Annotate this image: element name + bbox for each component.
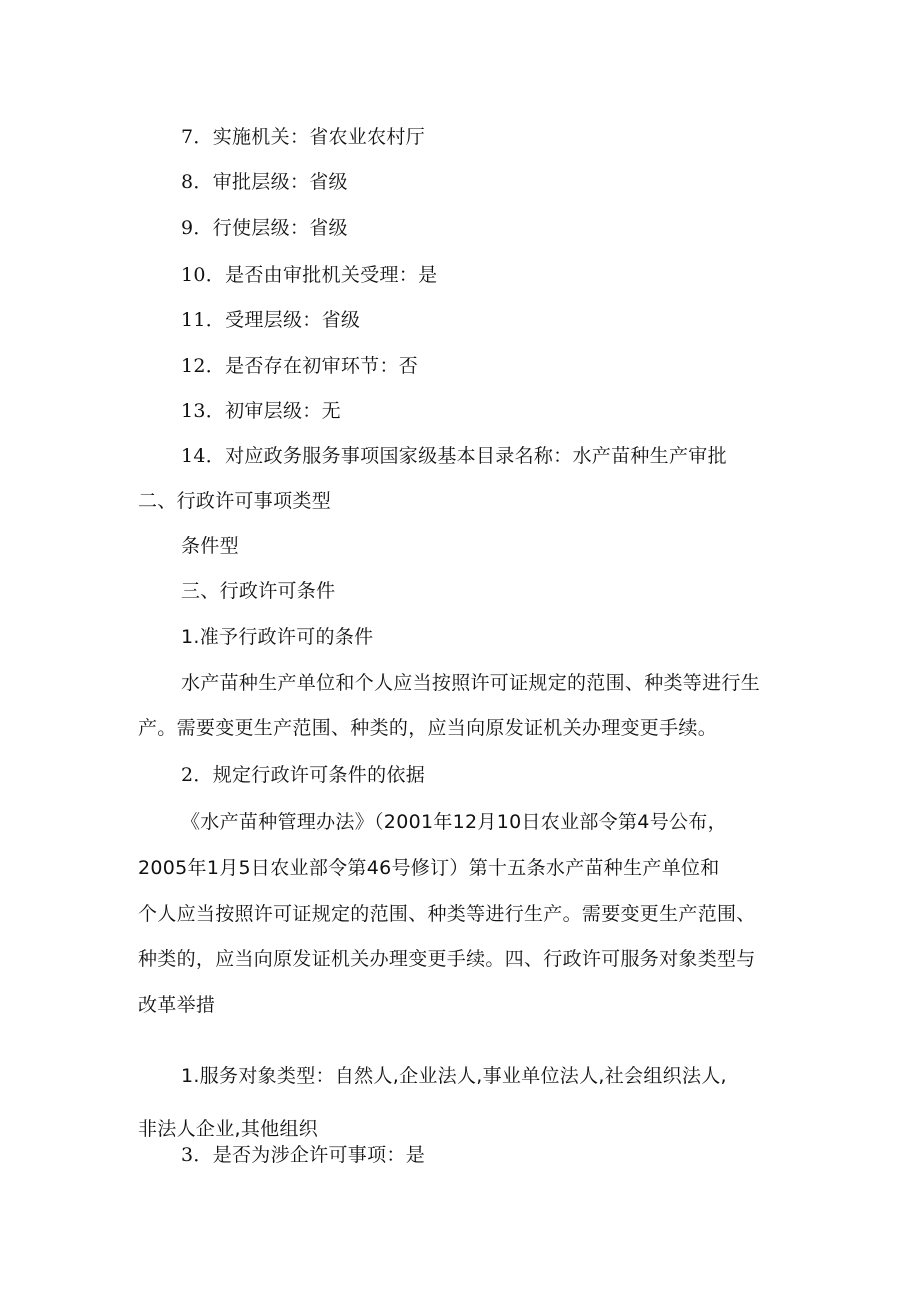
item-number: 9 bbox=[181, 217, 194, 239]
section3-sub2-line: 个人应当按照许可证规定的范围、种类等进行生产。需要变更生产范围、 bbox=[138, 903, 756, 925]
item-text: ．规定行政许可条件的依据 bbox=[193, 764, 425, 786]
item-number: 3 bbox=[181, 1144, 194, 1166]
item-text: ．对应政务服务事项国家级基本目录名称：水产苗种生产审批 bbox=[205, 445, 727, 467]
section3-heading: 三、行政许可条件 bbox=[181, 580, 336, 602]
item-text: ．行使层级：省级 bbox=[193, 217, 348, 239]
item-text: ．受理层级：省级 bbox=[205, 309, 361, 331]
item-text: ．审批层级：省级 bbox=[193, 171, 348, 193]
section3-sub1-heading: 1.准予行政许可的条件 bbox=[181, 626, 374, 648]
section3-sub2-line: 改革举措 bbox=[138, 994, 216, 1016]
item-national-catalog-name bbox=[181, 443, 727, 469]
item-text: ．实施机关：省农业农村厅 bbox=[193, 126, 425, 148]
item-preliminary-review bbox=[181, 353, 418, 379]
item-text: ．是否存在初审环节：否 bbox=[205, 355, 419, 377]
item-text: ．初审层级：无 bbox=[205, 400, 341, 422]
item-preliminary-level bbox=[181, 398, 341, 424]
service-object-types-line: 1.服务对象类型：自然人,企业法人,事业单位法人,社会组织法人, bbox=[181, 1065, 727, 1087]
section3-sub1-line: 水产苗种生产单位和个人应当按照许可证规定的范围、种类等进行生 bbox=[181, 672, 761, 694]
item-text: ．是否由审批机关受理：是 bbox=[205, 264, 438, 286]
item-number: 11 bbox=[181, 309, 206, 331]
item-number: 8 bbox=[181, 171, 194, 193]
item-implementing-agency bbox=[181, 124, 425, 150]
section2-heading: 二、行政许可事项类型 bbox=[138, 490, 332, 512]
section3-sub1-line: 产。需要变更生产范围、种类的，应当向原发证机关办理变更手续。 bbox=[138, 717, 718, 739]
item-exercise-level bbox=[181, 215, 348, 241]
item-number: 14 bbox=[181, 445, 206, 467]
item-number: 7 bbox=[181, 126, 194, 148]
section3-sub2-line: 种类的，应当向原发证机关办理变更手续。四、行政许可服务对象类型与 bbox=[138, 948, 756, 970]
section2-value: 条件型 bbox=[181, 535, 239, 557]
section3-sub2-line: 《水产苗种管理办法》（2001年12月10日农业部令第4号公布， bbox=[181, 811, 727, 833]
item-number: 13 bbox=[181, 400, 206, 422]
section3-sub2-heading bbox=[181, 762, 425, 788]
service-object-types-line: 非法人企业,其他组织 bbox=[138, 1118, 319, 1140]
item-acceptance-level bbox=[181, 307, 360, 333]
item-number: 2 bbox=[181, 764, 194, 786]
item-accepted-by-agency bbox=[181, 262, 437, 288]
item-text: ．是否为涉企许可事项：是 bbox=[193, 1144, 425, 1166]
item-approval-level bbox=[181, 169, 348, 195]
enterprise-related-item bbox=[181, 1142, 425, 1168]
item-number: 12 bbox=[181, 355, 206, 377]
section3-sub2-line: 2005年1月5日农业部令第46号修订）第十五条水产苗种生产单位和 bbox=[138, 857, 720, 879]
item-number: 10 bbox=[181, 264, 206, 286]
